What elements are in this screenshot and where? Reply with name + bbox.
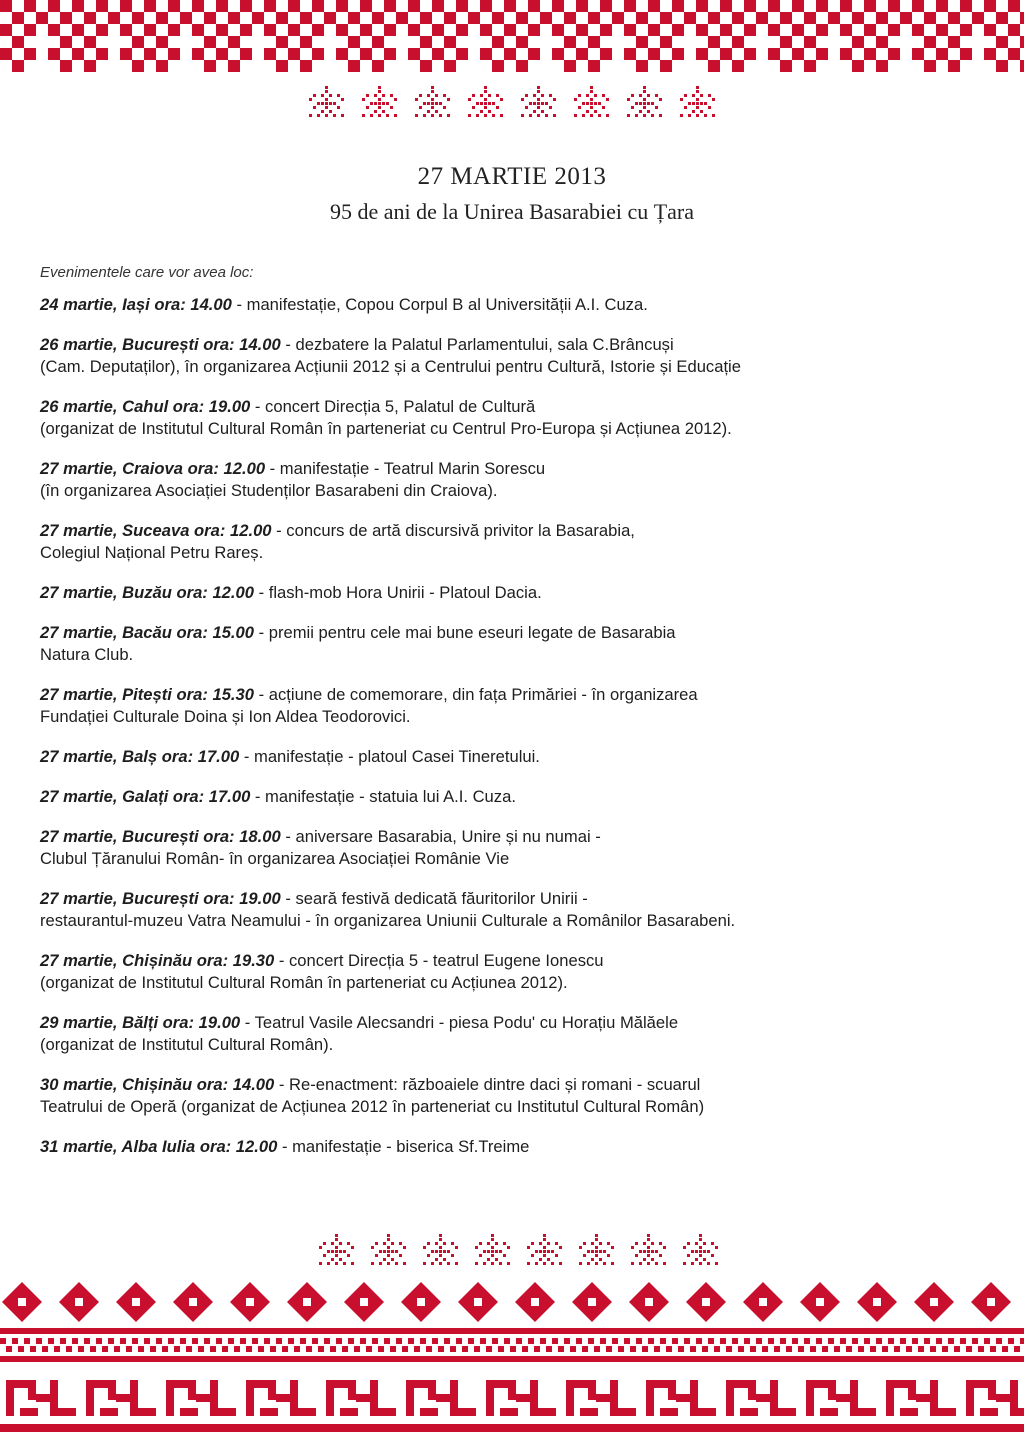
event-date-place: 27 martie, Buzău ora: 12.00	[40, 583, 254, 602]
event-date-place: 26 martie, Cahul ora: 19.00	[40, 397, 251, 416]
event-item	[40, 334, 1000, 378]
event-description: - dezbatere la Palatul Parlamentului, sala C.Brâncuși	[280, 335, 674, 354]
event-date-place: 29 martie, Bălți ora: 19.00	[40, 1013, 241, 1032]
event-description: (organizat de Institutul Cultural Român în parteneriat cu Acțiunea 2012).	[40, 973, 568, 992]
event-description: - manifestație - Teatrul Marin Sorescu	[265, 459, 546, 478]
event-item	[40, 294, 1000, 316]
event-item	[40, 1074, 1000, 1118]
geometric-motif-border-bottom	[0, 1374, 1024, 1434]
event-date-place: 27 martie, Bacău ora: 15.00	[40, 623, 254, 642]
event-description: - concert Direcția 5, Palatul de Cultură	[250, 397, 536, 416]
event-description: Teatrului de Operă (organizat de Acțiunea 2012 în parteneriat cu Institutul Cultural Român)	[40, 1097, 705, 1116]
event-date-place: 31 martie, Alba Iulia ora: 12.00	[40, 1137, 278, 1156]
event-date-place: 27 martie, Pitești ora: 15.30	[40, 685, 254, 704]
event-date-place: 26 martie, București ora: 14.00	[40, 335, 281, 354]
event-item	[40, 888, 1000, 932]
event-date-place: 27 martie, Balș ora: 17.00	[40, 747, 240, 766]
event-date-place: 27 martie, Suceava ora: 12.00	[40, 521, 272, 540]
event-description: - flash-mob Hora Unirii - Platoul Dacia.	[253, 583, 542, 602]
diamond-border	[0, 1278, 1024, 1328]
event-description: Fundației Culturale Doina și Ion Aldea Teodorovici.	[40, 707, 411, 726]
floral-embroidery-bottom	[0, 1226, 1024, 1276]
floral-embroidery-top	[0, 78, 1024, 128]
event-item	[40, 1012, 1000, 1056]
event-description: - manifestație - biserica Sf.Treime	[277, 1137, 530, 1156]
event-description: - manifestație - statuia lui A.I. Cuza.	[250, 787, 516, 806]
event-date-place: 27 martie, Chișinău ora: 19.30	[40, 951, 275, 970]
checkerboard-border-top	[0, 0, 1024, 72]
event-item	[40, 786, 1000, 808]
event-description: - concurs de artă discursivă privitor la Basarabia,	[271, 521, 635, 540]
event-description: - seară festivă dedicată făuritorilor Unirii -	[280, 889, 588, 908]
event-item	[40, 520, 1000, 564]
event-item	[40, 396, 1000, 440]
event-item	[40, 826, 1000, 870]
event-item	[40, 950, 1000, 994]
event-description: (în organizarea Asociației Studenților Basarabeni din Craiova).	[40, 481, 498, 500]
event-description: - aniversare Basarabia, Unire și nu numai -	[280, 827, 601, 846]
event-item	[40, 684, 1000, 728]
event-item	[40, 1136, 1000, 1158]
page-subtitle: 95 de ani de la Unirea Basarabiei cu Țara	[329, 199, 695, 224]
event-date-place: 27 martie, Craiova ora: 12.00	[40, 459, 266, 478]
event-date-place: 27 martie, Galați ora: 17.00	[40, 787, 251, 806]
event-description: Clubul Țăranului Român- în organizarea Asociației Românie Vie	[40, 849, 510, 868]
events-list	[40, 294, 1000, 1176]
event-date-place: 24 martie, Iași ora: 14.00	[40, 295, 232, 314]
event-date-place: 27 martie, București ora: 18.00	[40, 827, 281, 846]
event-description: Colegiul Național Petru Rareș.	[40, 543, 264, 562]
event-description: (organizat de Institutul Cultural Român în parteneriat cu Centrul Pro-Europa și Acțiunea 2012).	[40, 419, 732, 438]
event-description: - Teatrul Vasile Alecsandri - piesa Podu' cu Horațiu Mălăele	[240, 1013, 679, 1032]
event-item	[40, 746, 1000, 768]
event-description: - manifestație, Copou Corpul B al Universității A.I. Cuza.	[231, 295, 648, 314]
event-date-place: 30 martie, Chișinău ora: 14.00	[40, 1075, 275, 1094]
event-description: - acțiune de comemorare, din fața Primăriei - în organizarea	[254, 685, 698, 704]
event-item	[40, 582, 1000, 604]
events-intro: Evenimentele care vor avea loc:	[40, 264, 254, 281]
event-date-place: 27 martie, București ora: 19.00	[40, 889, 281, 908]
event-item	[40, 622, 1000, 666]
event-description: - Re-enactment: războaiele dintre daci și romani - scuarul	[274, 1075, 701, 1094]
event-description: - manifestație - platoul Casei Tineretului.	[239, 747, 540, 766]
event-description: - concert Direcția 5 - teatrul Eugene Ionescu	[274, 951, 604, 970]
stitched-band-border	[0, 1328, 1024, 1364]
event-description: restaurantul-muzeu Vatra Neamului - în organizarea Uniunii Culturale a Românilor Basarabeni.	[40, 911, 736, 930]
event-description: (organizat de Institutul Cultural Român).	[40, 1035, 334, 1054]
event-description: Natura Club.	[40, 645, 134, 664]
event-description: (Cam. Deputaților), în organizarea Acțiunii 2012 și a Centrului pentru Cultură, Istorie și Educație	[40, 357, 741, 376]
event-description: - premii pentru cele mai bune eseuri legate de Basarabia	[254, 623, 676, 642]
event-item	[40, 458, 1000, 502]
page-title: 27 MARTIE 2013	[417, 163, 607, 190]
